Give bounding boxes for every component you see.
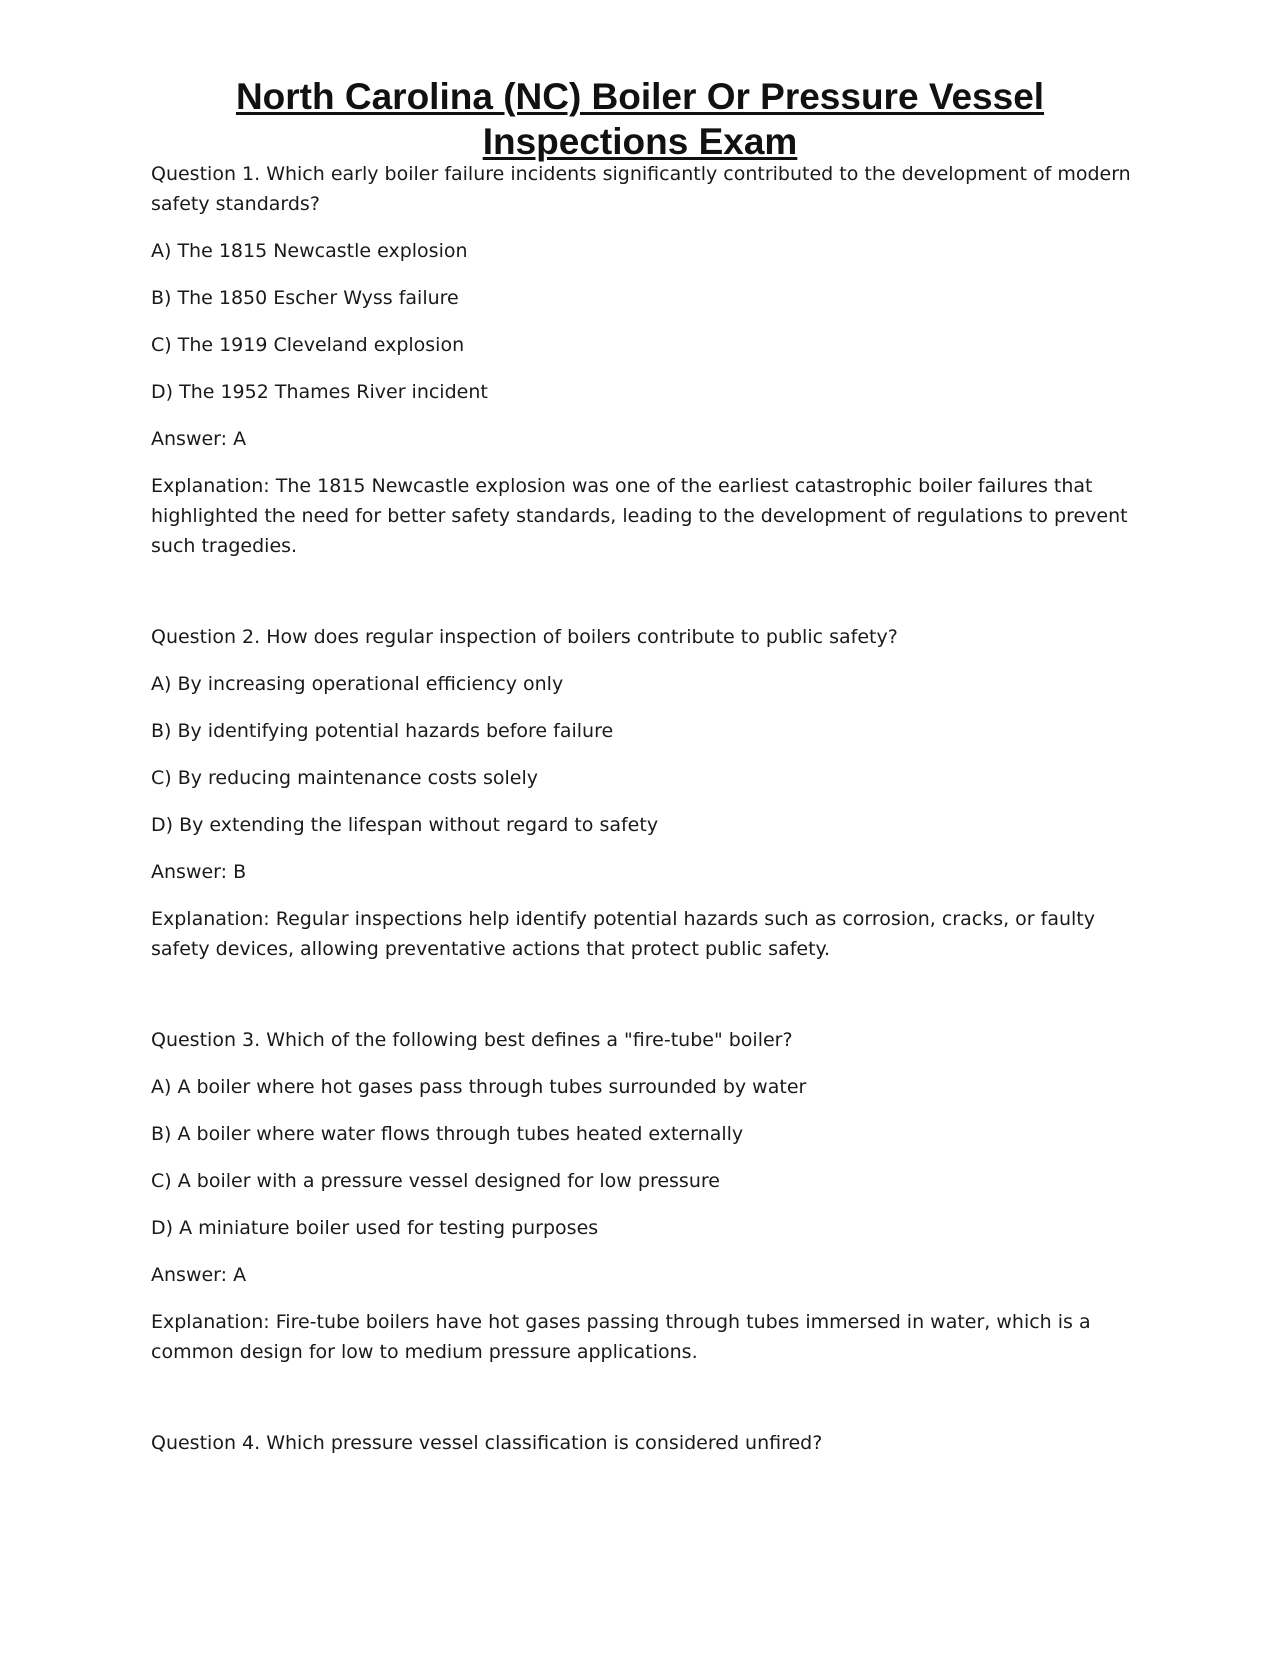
exam-content — [151, 159, 1131, 1475]
question-text: Question 1. Which early boiler failure incidents significantly contributed to the development of modern safety standards? — [151, 163, 1131, 215]
question-text: Question 4. Which pressure vessel classification is considered unfired? — [151, 1432, 823, 1454]
option-b: B) The 1850 Escher Wyss failure — [151, 287, 459, 309]
title-line-1: North Carolina (NC) Boiler Or Pressure Vessel — [235, 76, 1045, 117]
explanation-text: Explanation: Fire-tube boilers have hot gases passing through tubes immersed in water, which is a common design for low to medium pressure applications. — [151, 1311, 1091, 1363]
question-block-1 — [151, 159, 1131, 561]
question-block-3 — [151, 1025, 1131, 1367]
answer-text: Answer: B — [151, 861, 247, 883]
question-text: Question 2. How does regular inspection of boilers contribute to public safety? — [151, 626, 898, 648]
option-c: C) The 1919 Cleveland explosion — [151, 334, 465, 356]
option-d: D) The 1952 Thames River incident — [151, 381, 488, 403]
explanation-text: Explanation: Regular inspections help identify potential hazards such as corrosion, cracks, or faulty safety devices, allowing preventative actions that protect public safety. — [151, 908, 1095, 960]
question-block-4 — [151, 1428, 1131, 1458]
option-d: D) By extending the lifespan without regard to safety — [151, 814, 659, 836]
option-a: A) The 1815 Newcastle explosion — [151, 240, 468, 262]
option-a: A) A boiler where hot gases pass through tubes surrounded by water — [151, 1076, 807, 1098]
option-b: B) By identifying potential hazards before failure — [151, 720, 614, 742]
option-b: B) A boiler where water flows through tubes heated externally — [151, 1123, 744, 1145]
question-text: Question 3. Which of the following best defines a "fire-tube" boiler? — [151, 1029, 793, 1051]
question-block-2 — [151, 622, 1131, 964]
option-c: C) By reducing maintenance costs solely — [151, 767, 538, 789]
title-line-2: Inspections Exam — [482, 121, 798, 162]
explanation-text: Explanation: The 1815 Newcastle explosion was one of the earliest catastrophic boiler failures that highlighted the need for better safety standards, leading to the development of regulations to prevent such tragedies. — [151, 475, 1128, 557]
answer-text: Answer: A — [151, 1264, 247, 1286]
option-c: C) A boiler with a pressure vessel designed for low pressure — [151, 1170, 720, 1192]
option-d: D) A miniature boiler used for testing purposes — [151, 1217, 599, 1239]
answer-text: Answer: A — [151, 428, 247, 450]
option-a: A) By increasing operational efficiency only — [151, 673, 564, 695]
document-title — [150, 74, 1130, 164]
